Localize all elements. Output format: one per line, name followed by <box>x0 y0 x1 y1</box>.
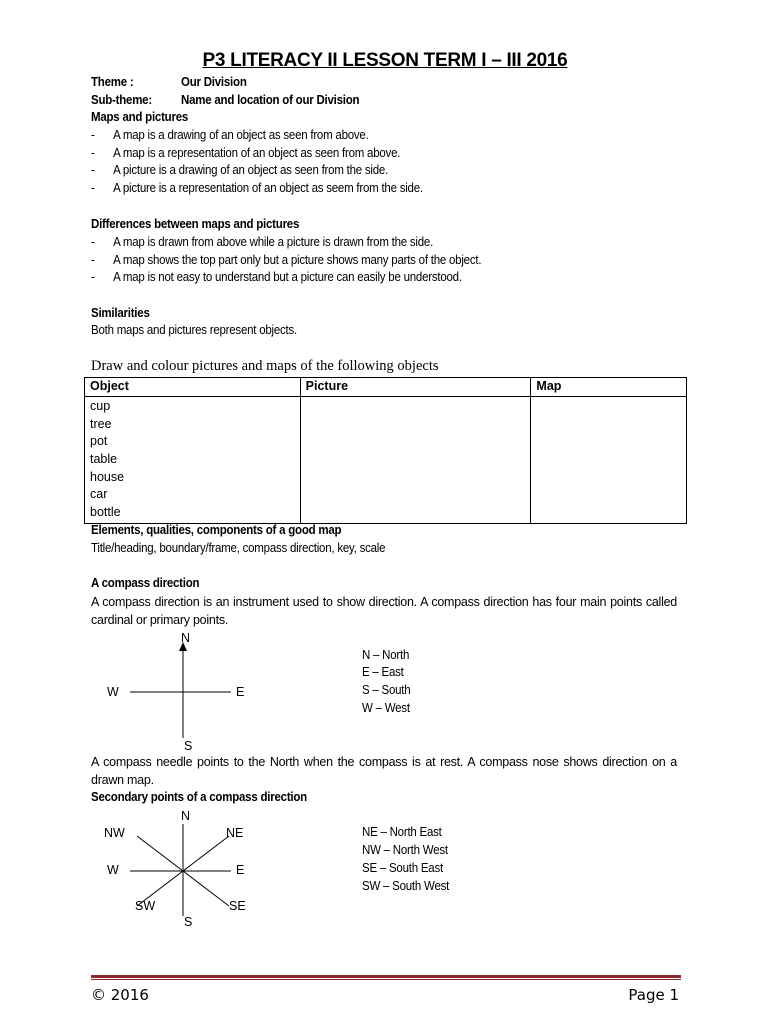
footer-copyright: © 2016 <box>91 986 149 1004</box>
cardinal-legend-item: W – West <box>362 701 410 715</box>
diff-bullet: - A map is not easy to understand but a picture can easily be understood. <box>91 270 462 284</box>
compass-label-sw: SW <box>135 899 156 913</box>
maps-heading: Maps and pictures <box>91 110 189 124</box>
secondary-legend-item: NW – North West <box>362 843 448 857</box>
compass-text: A compass direction is an instrument used to show direction. A compass direction has four main points called cardinal or primary points. <box>91 595 677 627</box>
compass-label-n: N <box>181 809 191 823</box>
diff-bullet: - A map shows the top part only but a picture shows many parts of the object. <box>91 253 482 267</box>
compass-label-n: N <box>181 631 191 645</box>
needle-text: A compass needle points to the North when the compass is at rest. A compass nose shows direction on a drawn map. <box>91 755 677 787</box>
object-item: tree <box>90 416 112 431</box>
compass-label-w: W <box>107 685 119 699</box>
table-header-picture: Picture <box>300 378 531 397</box>
secondary-compass-diagram <box>95 806 265 932</box>
object-item: pot <box>90 434 108 449</box>
subtheme-value: Name and location of our Division <box>181 93 360 107</box>
maps-bullet: - A map is a representation of an object as seen from above. <box>91 146 401 160</box>
object-item: car <box>90 487 108 502</box>
table-header-object: Object <box>85 378 301 397</box>
map-cell <box>531 397 687 524</box>
footer-rule-thin <box>91 979 681 980</box>
compass-label-s: S <box>184 739 193 753</box>
theme-label <box>91 75 133 89</box>
footer-page-number: Page 1 <box>628 986 679 1004</box>
similarities-text: Both maps and pictures represent objects. <box>91 323 297 337</box>
compass-label-e: E <box>236 685 245 699</box>
cardinal-legend-item: E – East <box>362 665 404 679</box>
maps-bullet: - A picture is a representation of an object as seem from the side. <box>91 181 423 195</box>
object-item: table <box>90 452 118 467</box>
object-list-cell <box>85 397 301 524</box>
elements-text: Title/heading, boundary/frame, compass direction, key, scale <box>91 541 386 555</box>
theme-value: Our Division <box>181 75 247 89</box>
compass-label-ne: NE <box>226 826 244 840</box>
object-item: cup <box>90 399 111 413</box>
cardinal-compass-diagram <box>95 628 265 754</box>
compass-heading: A compass direction <box>91 576 200 590</box>
compass-label-w: W <box>107 863 119 877</box>
object-item: bottle <box>90 505 121 520</box>
secondary-legend-item: SE – South East <box>362 861 443 875</box>
secondary-legend-item: SW – South West <box>362 879 450 893</box>
page-title: P3 LITERACY II LESSON TERM I – III 2016 <box>202 50 568 71</box>
compass-label-e: E <box>236 863 245 877</box>
subtheme-label: Sub-theme: <box>91 93 152 107</box>
footer-rule <box>91 975 681 978</box>
similarities-heading: Similarities <box>91 306 150 320</box>
draw-instruction: Draw and colour pictures and maps of the following objects <box>91 358 439 374</box>
cardinal-legend-item: N – North <box>362 648 410 662</box>
theme-label-text: Theme : <box>91 75 134 89</box>
maps-bullet: - A map is a drawing of an object as seen from above. <box>91 128 369 142</box>
cardinal-legend-item: S – South <box>362 683 411 697</box>
diff-bullet: - A map is drawn from above while a picture is drawn from the side. <box>91 235 434 249</box>
table-header-map: Map <box>531 378 687 397</box>
compass-label-nw: NW <box>104 826 125 840</box>
elements-heading: Elements, qualities, components of a good map <box>91 523 342 537</box>
compass-label-se: SE <box>229 899 246 913</box>
picture-cell <box>300 397 531 524</box>
differences-heading: Differences between maps and pictures <box>91 217 300 231</box>
objects-table <box>84 377 687 524</box>
secondary-legend-item: NE – North East <box>362 825 442 839</box>
maps-bullet: - A picture is a drawing of an object as seen from the side. <box>91 163 389 177</box>
compass-label-s: S <box>184 915 193 929</box>
object-item: house <box>90 469 125 484</box>
secondary-heading: Secondary points of a compass direction <box>91 790 307 804</box>
